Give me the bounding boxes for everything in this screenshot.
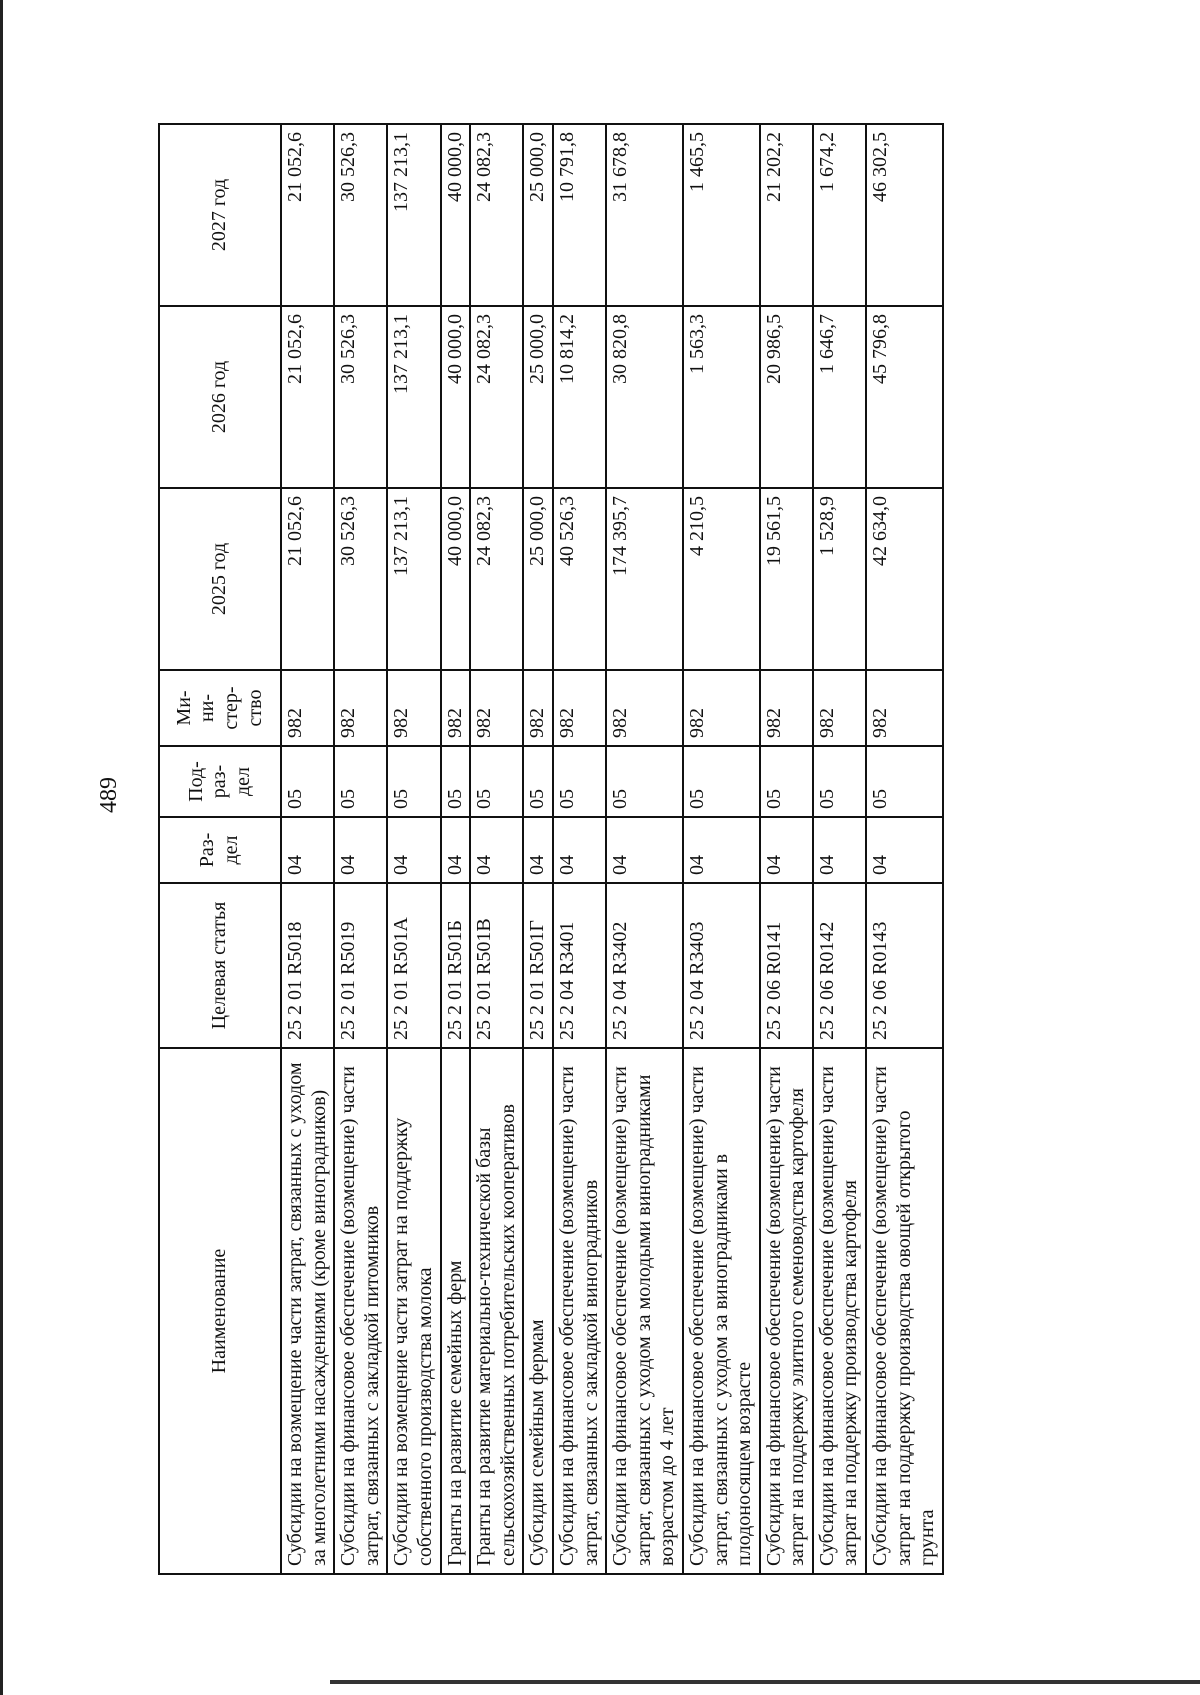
table-row	[606, 124, 683, 1574]
cell-ministry: 982	[387, 670, 440, 746]
cell-2026: 137 213,1	[387, 306, 440, 488]
cell-2027: 10 791,8	[553, 124, 606, 306]
cell-subsection: 05	[281, 746, 334, 817]
cell-2025: 24 082,3	[470, 488, 523, 670]
cell-subsection: 05	[441, 746, 471, 817]
table-row	[866, 124, 943, 1574]
table-header-row	[159, 124, 281, 1574]
cell-name: Субсидии на финансовое обеспечение (возмещение) части затрат, связанных с закладкой виноградников	[553, 1048, 606, 1574]
col-header-2025: 2025 год	[159, 488, 281, 670]
cell-2025: 137 213,1	[387, 488, 440, 670]
cell-section: 04	[606, 817, 683, 883]
cell-subsection: 05	[813, 746, 866, 817]
cell-subsection: 05	[470, 746, 523, 817]
cell-name: Субсидии на финансовое обеспечение (возмещение) части затрат, связанных с уходом за виноградниками в плодоносящем возрасте	[683, 1048, 760, 1574]
cell-2026: 24 082,3	[470, 306, 523, 488]
cell-target-article: 25 2 01 R501A	[387, 883, 440, 1048]
cell-target-article: 25 2 04 R3403	[683, 883, 760, 1048]
cell-ministry: 982	[470, 670, 523, 746]
cell-2027: 137 213,1	[387, 124, 440, 306]
cell-2025: 25 000,0	[523, 488, 553, 670]
cell-name: Субсидии на финансовое обеспечение (возмещение) части затрат на поддержку производства картофеля	[813, 1048, 866, 1574]
cell-ministry: 982	[441, 670, 471, 746]
cell-2026: 20 986,5	[760, 306, 813, 488]
table-row	[334, 124, 387, 1574]
cell-name: Субсидии на возмещение части затрат, связанных с уходом за многолетними насаждениями (кроме виноградников)	[281, 1048, 334, 1574]
cell-subsection: 05	[683, 746, 760, 817]
cell-2025: 1 528,9	[813, 488, 866, 670]
cell-target-article: 25 2 01 R501Б	[441, 883, 471, 1048]
cell-target-article: 25 2 01 R5018	[281, 883, 334, 1048]
cell-section: 04	[813, 817, 866, 883]
cell-ministry: 982	[813, 670, 866, 746]
cell-section: 04	[866, 817, 943, 883]
cell-section: 04	[553, 817, 606, 883]
cell-target-article: 25 2 04 R3401	[553, 883, 606, 1048]
cell-2027: 40 000,0	[441, 124, 471, 306]
cell-section: 04	[334, 817, 387, 883]
cell-2027: 25 000,0	[523, 124, 553, 306]
cell-ministry: 982	[606, 670, 683, 746]
cell-section: 04	[441, 817, 471, 883]
cell-target-article: 25 2 04 R3402	[606, 883, 683, 1048]
cell-ministry: 982	[760, 670, 813, 746]
cell-name: Субсидии на возмещение части затрат на поддержку собственного производства молока	[387, 1048, 440, 1574]
cell-2026: 1 646,7	[813, 306, 866, 488]
cell-2027: 30 526,3	[334, 124, 387, 306]
cell-target-article: 25 2 01 R5019	[334, 883, 387, 1048]
cell-2026: 30 526,3	[334, 306, 387, 488]
cell-subsection: 05	[606, 746, 683, 817]
cell-2026: 21 052,6	[281, 306, 334, 488]
cell-section: 04	[281, 817, 334, 883]
cell-target-article: 25 2 06 R0142	[813, 883, 866, 1048]
cell-2026: 25 000,0	[523, 306, 553, 488]
col-header-subsection: Под-раз-дел	[159, 746, 281, 817]
cell-section: 04	[683, 817, 760, 883]
cell-2026: 45 796,8	[866, 306, 943, 488]
cell-name: Гранты на развитие семейных ферм	[441, 1048, 471, 1574]
cell-2025: 4 210,5	[683, 488, 760, 670]
cell-ministry: 982	[334, 670, 387, 746]
cell-2026: 40 000,0	[441, 306, 471, 488]
cell-target-article: 25 2 06 R0143	[866, 883, 943, 1048]
cell-name: Субсидии на финансовое обеспечение (возмещение) части затрат на поддержку элитного семеноводства картофеля	[760, 1048, 813, 1574]
page-number: 489	[96, 777, 122, 813]
cell-2025: 40 000,0	[441, 488, 471, 670]
cell-2025: 40 526,3	[553, 488, 606, 670]
cell-name: Гранты на развитие материально-технической базы сельскохозяйственных потребительских кооперативов	[470, 1048, 523, 1574]
table-row	[760, 124, 813, 1574]
col-header-target-article: Целевая статья	[159, 883, 281, 1048]
cell-2025: 21 052,6	[281, 488, 334, 670]
cell-subsection: 05	[866, 746, 943, 817]
cell-target-article: 25 2 01 R501Г	[523, 883, 553, 1048]
table-row	[470, 124, 523, 1574]
cell-2027: 21 202,2	[760, 124, 813, 306]
cell-subsection: 05	[760, 746, 813, 817]
cell-section: 04	[523, 817, 553, 883]
table-row	[441, 124, 471, 1574]
cell-ministry: 982	[683, 670, 760, 746]
cell-name: Субсидии на финансовое обеспечение (возмещение) части затрат, связанных с уходом за молодыми виноградниками возрастом до 4 лет	[606, 1048, 683, 1574]
cell-ministry: 982	[523, 670, 553, 746]
cell-name: Субсидии семейным фермам	[523, 1048, 553, 1574]
cell-2025: 174 395,7	[606, 488, 683, 670]
cell-target-article: 25 2 06 R0141	[760, 883, 813, 1048]
cell-subsection: 05	[387, 746, 440, 817]
cell-ministry: 982	[553, 670, 606, 746]
cell-section: 04	[760, 817, 813, 883]
col-header-section: Раз-дел	[159, 817, 281, 883]
cell-section: 04	[387, 817, 440, 883]
cell-2025: 30 526,3	[334, 488, 387, 670]
table-body	[281, 124, 943, 1574]
cell-ministry: 982	[281, 670, 334, 746]
cell-2026: 10 814,2	[553, 306, 606, 488]
cell-subsection: 05	[334, 746, 387, 817]
cell-2027: 46 302,5	[866, 124, 943, 306]
cell-2027: 31 678,8	[606, 124, 683, 306]
cell-name: Субсидии на финансовое обеспечение (возмещение) части затрат на поддержку производства овощей открытого грунта	[866, 1048, 943, 1574]
budget-table	[158, 123, 944, 1575]
table-row	[553, 124, 606, 1574]
cell-subsection: 05	[523, 746, 553, 817]
cell-2027: 21 052,6	[281, 124, 334, 306]
cell-2026: 30 820,8	[606, 306, 683, 488]
cell-2026: 1 563,3	[683, 306, 760, 488]
cell-2025: 42 634,0	[866, 488, 943, 670]
table-row	[813, 124, 866, 1574]
col-header-ministry: Ми-ни-стер-ство	[159, 670, 281, 746]
table-row	[387, 124, 440, 1574]
col-header-2027: 2027 год	[159, 124, 281, 306]
cell-2027: 1 674,2	[813, 124, 866, 306]
cell-subsection: 05	[553, 746, 606, 817]
cell-name: Субсидии на финансовое обеспечение (возмещение) части затрат, связанных с закладкой питомников	[334, 1048, 387, 1574]
col-header-name: Наименование	[159, 1048, 281, 1574]
cell-ministry: 982	[866, 670, 943, 746]
cell-section: 04	[470, 817, 523, 883]
table-row	[683, 124, 760, 1574]
table-row	[523, 124, 553, 1574]
table-row	[281, 124, 334, 1574]
cell-2027: 1 465,5	[683, 124, 760, 306]
cell-2025: 19 561,5	[760, 488, 813, 670]
col-header-2026: 2026 год	[159, 306, 281, 488]
cell-target-article: 25 2 01 R501В	[470, 883, 523, 1048]
cell-2027: 24 082,3	[470, 124, 523, 306]
